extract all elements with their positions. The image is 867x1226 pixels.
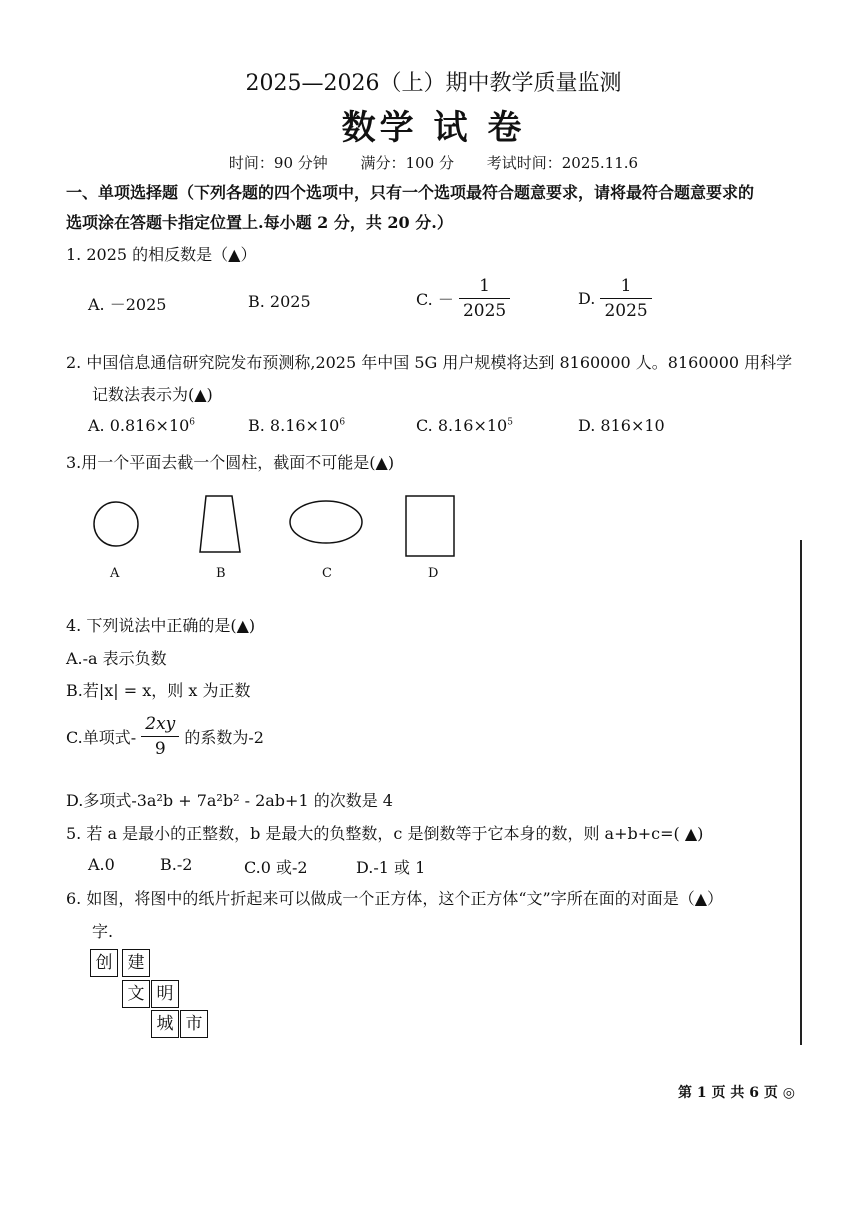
q4-option-c-numerator: 2xy [145, 714, 176, 734]
q1-option-c-prefix: C. － [416, 290, 454, 309]
q5-option-c: C.0 或-2 [244, 858, 308, 877]
q6-net-cell-cheng: 城 [151, 1010, 179, 1038]
q6-line2: 字. [92, 922, 114, 941]
q6-net-cell-ming: 明 [151, 980, 179, 1008]
q6-net-cell-shi: 市 [180, 1010, 208, 1038]
q2-option-c-exponent: 5 [507, 417, 513, 428]
exam-date: 考试时间：2025.11.6 [486, 154, 639, 172]
q4-option-c-fraction [141, 714, 179, 759]
q1-option-c-numerator: 1 [479, 276, 490, 296]
q4-option-b: B.若|x| = x，则 x 为正数 [66, 681, 251, 700]
q1-option-d-prefix: D. [578, 289, 596, 308]
exam-title-line2: 数学 试 卷 [341, 108, 526, 148]
q1-option-d-fraction [600, 276, 651, 321]
q3-circle-shape [94, 502, 138, 546]
page-footer: 第 1 页 共 6 页 ◎ [678, 1085, 795, 1101]
q1-option-c-denominator: 2025 [459, 298, 510, 321]
q3-stem: 3.用一个平面去截一个圆柱，截面不可能是(▲) [66, 453, 395, 472]
q4-option-c [66, 714, 264, 759]
q2-option-a-base: A. 0.816×10 [88, 416, 190, 435]
q1-option-a: A. －2025 [88, 295, 167, 314]
section1-heading-line2: 选项涂在答题卡指定位置上.每小题 2 分，共 20 分.） [66, 213, 453, 232]
q2-option-b-exponent: 6 [339, 417, 346, 428]
q4-option-c-denominator: 9 [141, 736, 179, 759]
q1-option-c [416, 276, 510, 321]
q1-option-d [578, 276, 652, 321]
q5-stem: 5. 若 a 是最小的正整数，b 是最大的负整数，c 是倒数等于它本身的数，则 a+b+c=( ▲) [66, 824, 704, 843]
q6-line1: 6. 如图，将图中的纸片折起来可以做成一个正方体，这个正方体“文”字所在面的对面是（▲） [66, 889, 724, 908]
q3-label-c: C [322, 566, 332, 581]
q1-option-d-denominator: 2025 [600, 298, 651, 321]
q1-option-c-fraction [459, 276, 510, 321]
margin-divider-line [800, 540, 802, 1045]
q1-stem: 1. 2025 的相反数是（▲） [66, 245, 257, 264]
q2-option-b-base: B. 8.16×10 [248, 416, 340, 435]
q6-net-cell-jian: 建 [122, 949, 150, 977]
q4-option-d: D.多项式-3a²b + 7a²b² - 2ab+1 的次数是 4 [66, 791, 393, 810]
q2-line1: 2. 中国信息通信研究院发布预测称,2025 年中国 5G 用户规模将达到 8160000 人。8160000 用科学 [66, 353, 793, 372]
q3-label-d: D [428, 566, 439, 581]
q4-option-c-suffix: 的系数为-2 [184, 728, 264, 747]
exam-time: 时间：90 分钟 [228, 154, 328, 172]
q1-option-d-numerator: 1 [620, 276, 632, 296]
q3-rectangle-shape [406, 496, 454, 556]
exam-info [0, 152, 867, 173]
q6-net-cell-wen: 文 [122, 980, 150, 1008]
q2-option-c [416, 416, 513, 435]
section1-heading-line1: 一、单项选择题（下列各题的四个选项中，只有一个选项最符合题意要求，请将最符合题意要求的 [66, 183, 755, 202]
q2-option-c-base: C. 8.16×10 [416, 416, 508, 435]
q3-label-b: B [216, 566, 226, 581]
q5-option-a: A.0 [88, 855, 115, 874]
q4-option-a: A.-a 表示负数 [66, 649, 167, 668]
q3-figures [80, 490, 480, 590]
q4-stem: 4. 下列说法中正确的是(▲) [66, 616, 256, 635]
q2-line2: 记数法表示为(▲) [92, 385, 213, 404]
q1-option-b: B. 2025 [248, 292, 311, 311]
q3-ellipse-shape [290, 501, 362, 543]
q5-option-b: B.-2 [160, 855, 193, 874]
exam-score: 满分：100 分 [360, 154, 454, 172]
q2-option-a [88, 416, 195, 435]
q3-trapezoid-shape [200, 496, 240, 552]
q6-net-cell-chuang: 创 [90, 949, 118, 977]
q2-option-a-exponent: 6 [189, 417, 196, 428]
exam-title-line1: 2025—2026（上）期中教学质量监测 [245, 71, 622, 96]
q3-label-a: A [110, 566, 120, 581]
q2-option-b [248, 416, 345, 435]
q4-option-c-prefix: C.单项式- [66, 728, 137, 747]
q5-option-d: D.-1 或 1 [356, 858, 426, 877]
q2-option-d: D. 816×10 [578, 416, 665, 435]
